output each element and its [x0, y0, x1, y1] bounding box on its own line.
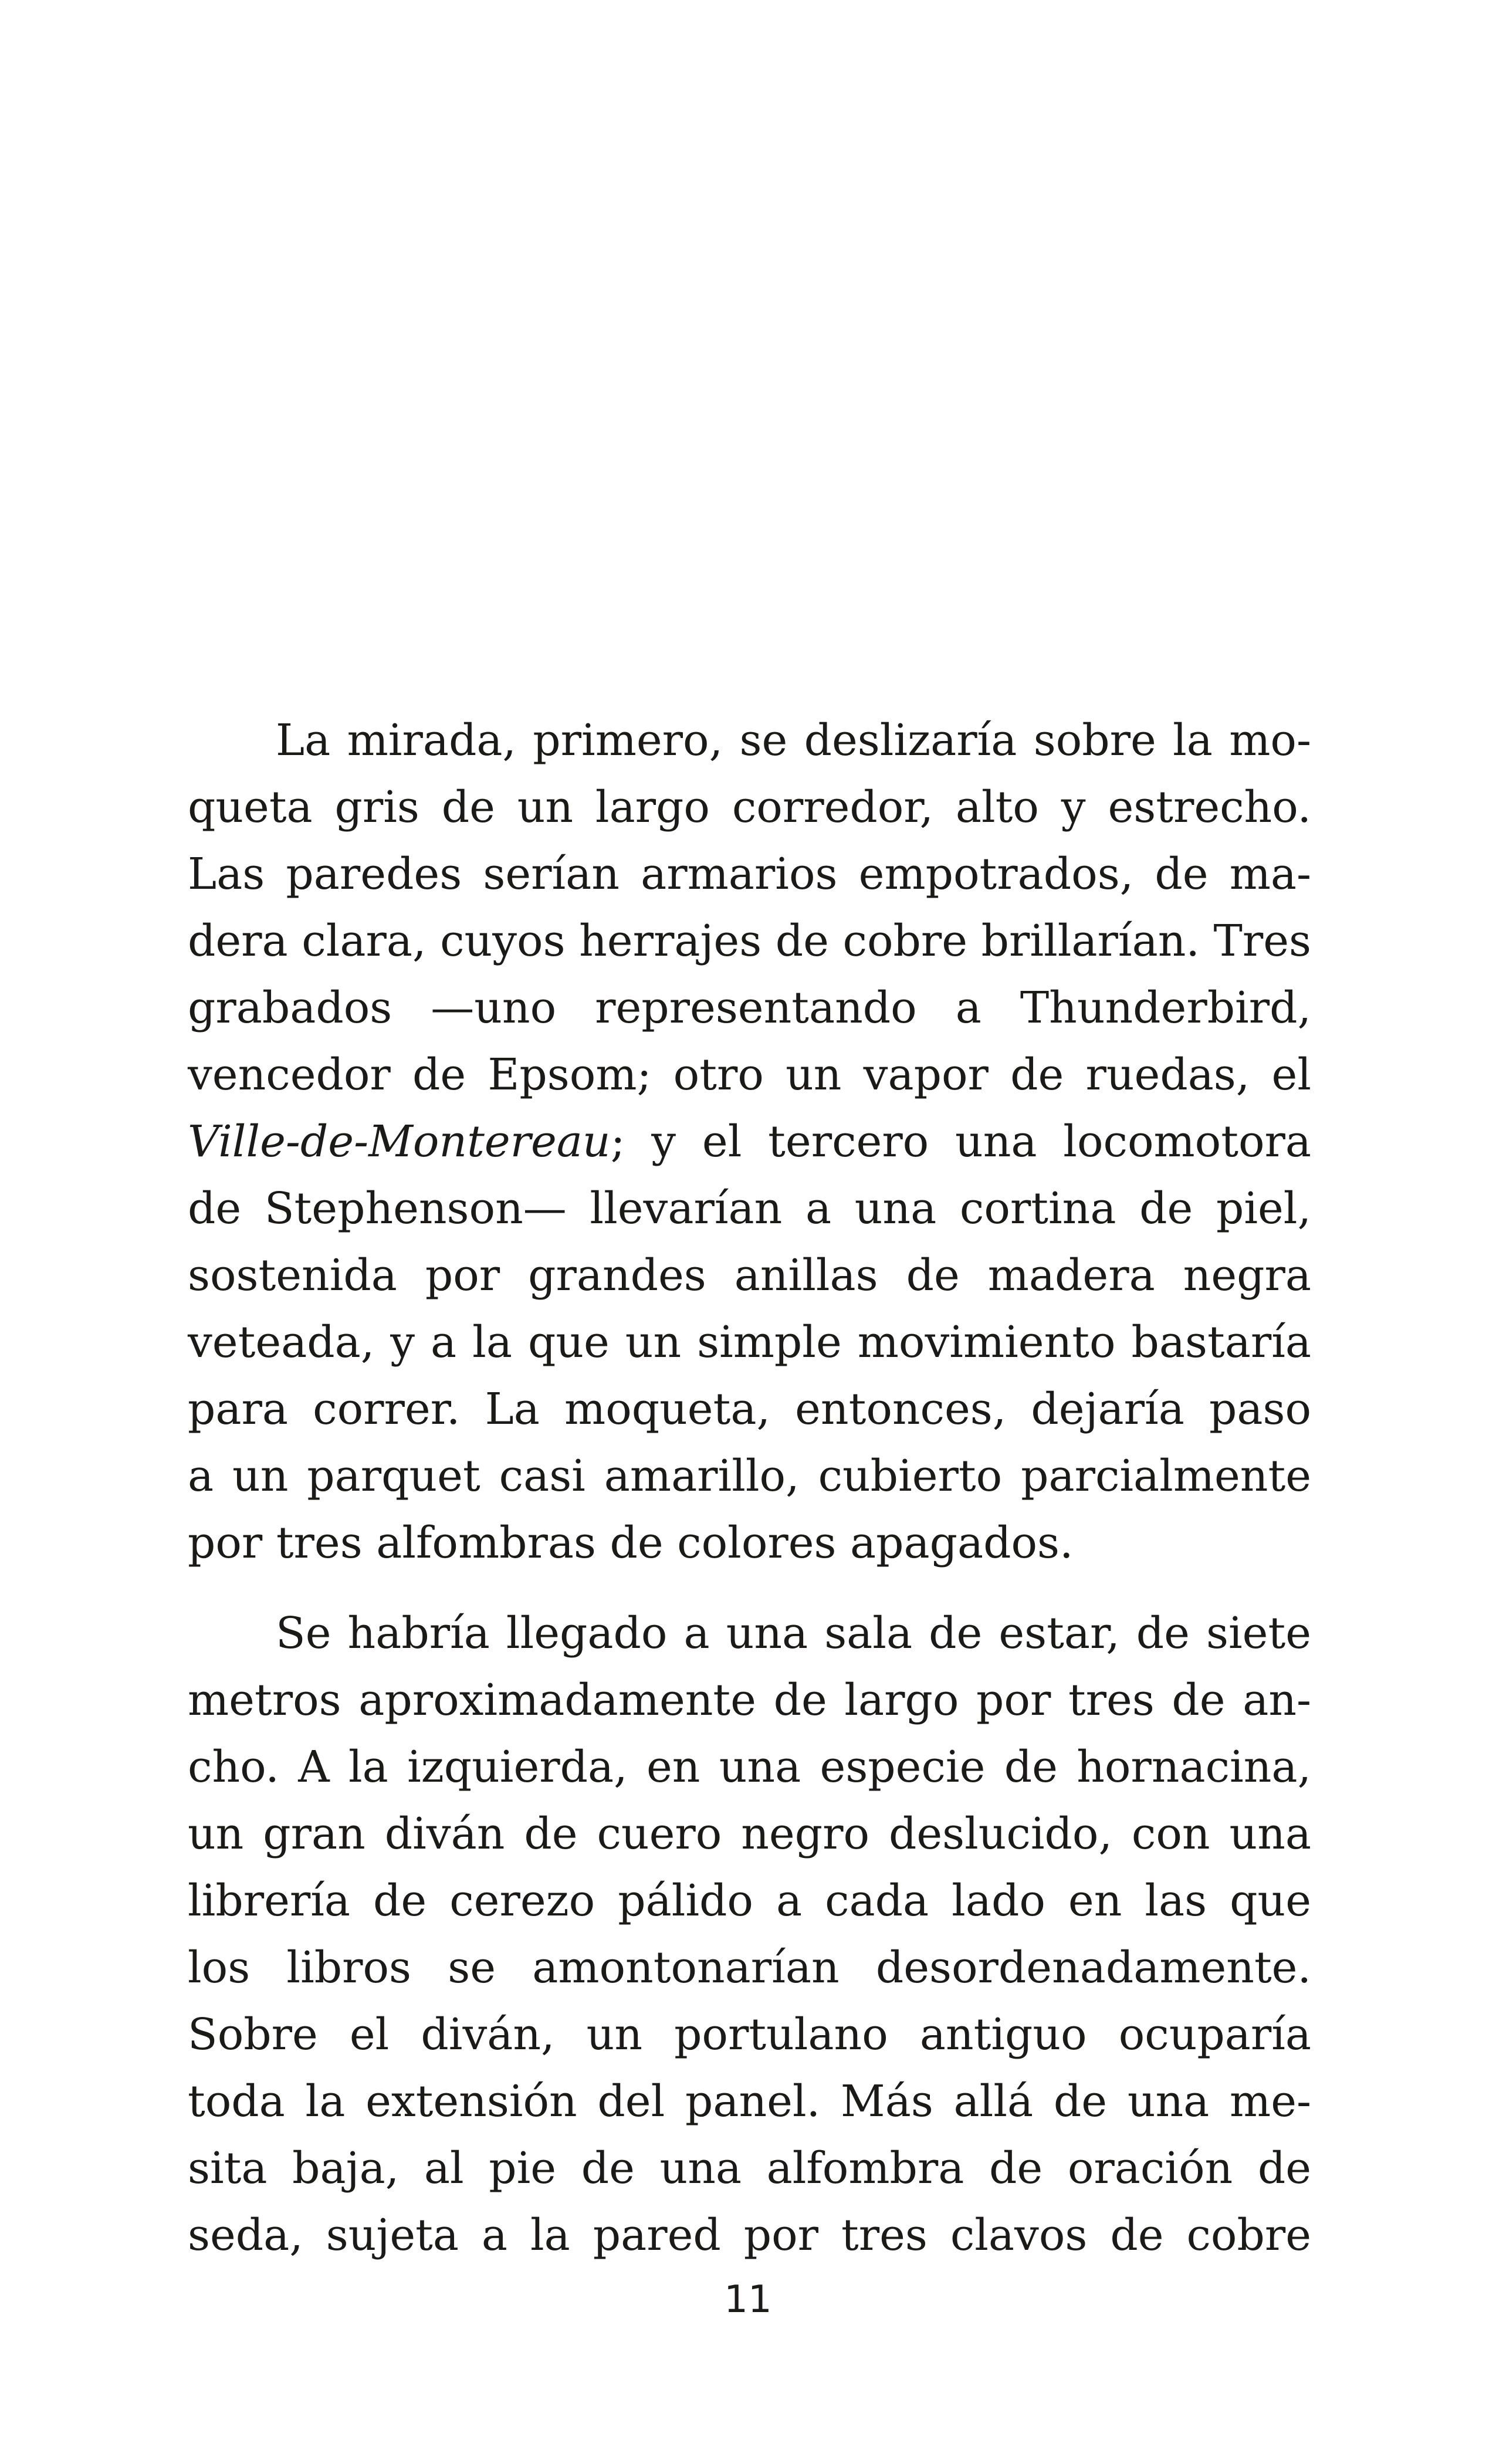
text-line: La mirada, primero, se deslizaría sobre la mo-	[276, 715, 1311, 766]
italic-title: Ville-de-Montereau	[188, 1116, 611, 1167]
text-line: dera clara, cuyos herrajes de cobre brillarían. Tres	[188, 916, 1311, 966]
text-line: Se habría llegado a una sala de estar, de siete	[276, 1608, 1311, 1659]
text-line	[188, 1108, 1311, 1175]
text-line: por tres alfombras de colores apagados.	[188, 1518, 1074, 1568]
text-line: cho. A la izquierda, en una especie de hornacina,	[188, 1742, 1311, 1792]
text-line: para correr. La moqueta, entonces, dejaría paso	[188, 1384, 1311, 1434]
text-line: Sobre el diván, un portulano antiguo ocuparía	[188, 2009, 1311, 2060]
text-line: grabados —uno representando a Thunderbird,	[188, 983, 1311, 1033]
page-number: 11	[724, 2278, 772, 2321]
paragraph-gap	[188, 1576, 1311, 1600]
paragraph-1	[188, 707, 1311, 1576]
text-line: de Stephenson— llevarían a una cortina de piel,	[188, 1183, 1311, 1234]
text-line: Las paredes serían armarios empotrados, de ma-	[188, 849, 1311, 899]
text-line: un gran diván de cuero negro deslucido, con una	[188, 1809, 1311, 1859]
text-line: sita baja, al pie de una alfombra de oración de	[188, 2143, 1311, 2194]
text-line: vencedor de Epsom; otro un vapor de ruedas, el	[188, 1050, 1311, 1100]
text-line: veteada, y a la que un simple movimiento bastaría	[188, 1317, 1311, 1368]
text-line: queta gris de un largo corredor, alto y estrecho.	[188, 782, 1311, 832]
text-line: librería de cerezo pálido a cada lado en las que	[188, 1876, 1311, 1926]
text-line: a un parquet casi amarillo, cubierto parcialmente	[188, 1451, 1311, 1501]
body-text	[188, 707, 1311, 2269]
text-line-rest: ; y el tercero una locomotora	[610, 1116, 1311, 1167]
text-line: sostenida por grandes anillas de madera negra	[188, 1250, 1311, 1301]
text-line: los libros se amontonarían desordenadamente.	[188, 1942, 1311, 1993]
text-line: seda, sujeta a la pared por tres clavos de cobre	[188, 2210, 1311, 2260]
text-line: metros aproximadamente de largo por tres de an-	[188, 1675, 1311, 1725]
paragraph-2	[188, 1600, 1311, 2269]
text-line: toda la extensión del panel. Más allá de una me-	[188, 2076, 1311, 2127]
